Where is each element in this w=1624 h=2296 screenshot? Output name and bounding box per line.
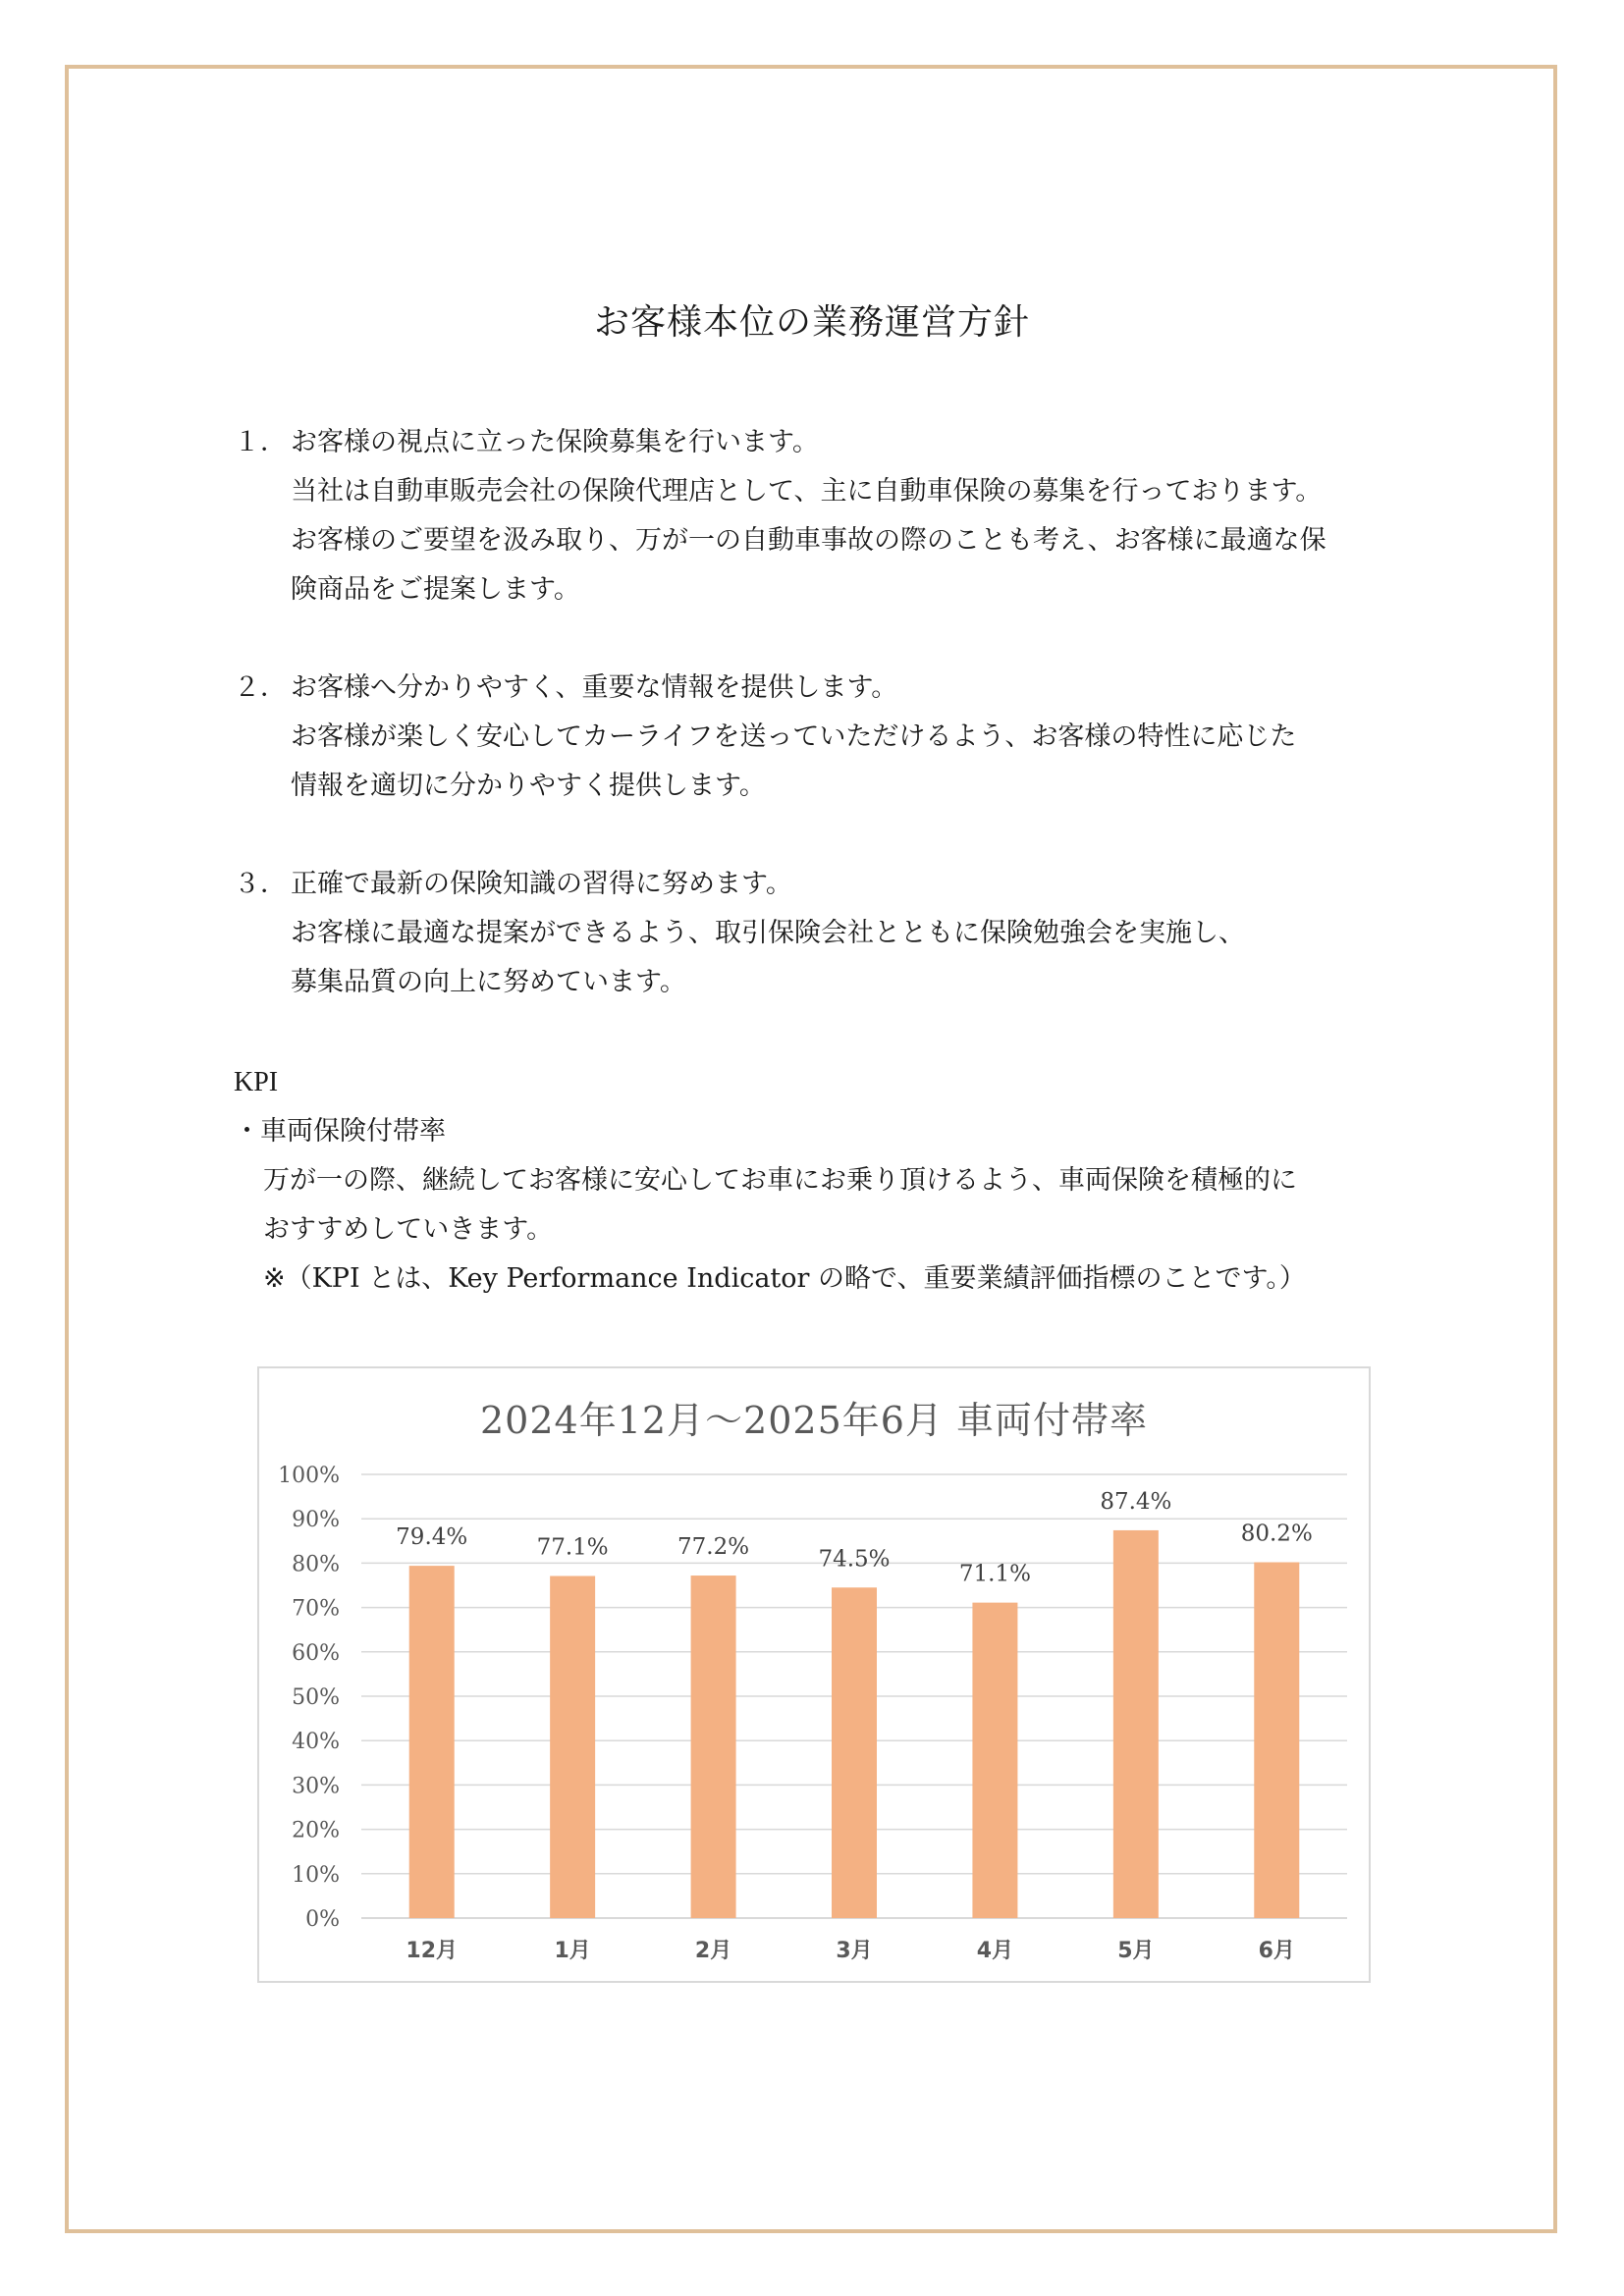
page-title: お客様本位の業務運営方針 (593, 302, 1030, 343)
y-tick-label: 70% (292, 1596, 340, 1622)
chart-plot (259, 1368, 1369, 1981)
y-tick-label: 10% (292, 1862, 340, 1888)
policy-number-3: ３． (234, 869, 287, 899)
y-tick-label: 90% (292, 1508, 340, 1533)
bar (832, 1587, 877, 1918)
data-label: 79.4% (396, 1524, 468, 1551)
policy-heading-1 (234, 418, 1412, 467)
policy-line: お客様に最適な提案ができるよう、取引保険会社とともに保険勉強会を実施し、 (291, 918, 1245, 948)
x-tick-label: 1月 (554, 1939, 591, 1963)
policy-section-3 (234, 860, 1412, 1007)
bar (1113, 1530, 1159, 1918)
y-tick-label: 40% (292, 1730, 340, 1755)
policy-section-1 (234, 418, 1412, 614)
x-tick-label: 5月 (1117, 1939, 1155, 1963)
policy-line: お客様が楽しく安心してカーライフを送っていただけるよう、お客様の特性に応じた (291, 721, 1297, 752)
chart-title: 2024年12月～2025年6月 車両付帯率 (479, 1399, 1149, 1442)
kpi-title: KPI (234, 1067, 279, 1097)
policy-line: 情報を適切に分かりやすく提供します。 (291, 771, 766, 801)
kpi-chart (257, 1366, 1371, 1983)
policy-heading-text-2: お客様へ分かりやすく、重要な情報を提供します。 (291, 672, 898, 703)
policy-number-2: ２． (234, 672, 287, 703)
kpi-note: ※（KPI とは、Key Performance Indicator の略で、重要業績評価指標のことです。） (263, 1263, 1306, 1294)
data-label: 71.1% (958, 1561, 1031, 1587)
x-tick-label: 12月 (406, 1939, 459, 1963)
y-tick-label: 60% (292, 1640, 340, 1666)
policy-section-2 (234, 664, 1412, 811)
policy-heading-2 (234, 664, 1412, 713)
y-tick-label: 20% (292, 1818, 340, 1843)
x-tick-label: 3月 (836, 1939, 873, 1963)
y-tick-label: 50% (292, 1685, 340, 1710)
policy-line: 募集品質の向上に努めています。 (291, 967, 686, 997)
y-tick-label: 80% (292, 1552, 340, 1577)
data-label: 77.2% (677, 1534, 750, 1561)
data-label: 74.5% (818, 1546, 891, 1573)
policy-heading-text-3: 正確で最新の保険知識の習得に努めます。 (291, 869, 792, 899)
policy-line: 険商品をご提案します。 (291, 574, 580, 605)
bar (409, 1566, 455, 1918)
bar (972, 1603, 1017, 1918)
bar (550, 1576, 595, 1918)
bar (691, 1575, 736, 1918)
data-label: 80.2% (1240, 1521, 1313, 1547)
policy-heading-text-1: お客様の視点に立った保険募集を行います。 (291, 427, 819, 457)
kpi-line: おすすめしていきます。 (263, 1214, 554, 1245)
data-label: 77.1% (536, 1534, 609, 1561)
kpi-section (234, 1058, 1412, 1304)
kpi-line: 万が一の際、継続してお客様に安心してお車にお乗り頂けるよう、車両保険を積極的に (263, 1165, 1297, 1196)
x-tick-label: 6月 (1258, 1939, 1295, 1963)
data-label: 87.4% (1100, 1488, 1172, 1515)
y-tick-label: 0% (305, 1907, 340, 1932)
policy-number-1: １． (234, 427, 287, 457)
policy-line: 当社は自動車販売会社の保険代理店として、主に自動車保険の募集を行っております。 (291, 476, 1323, 507)
y-tick-label: 30% (292, 1774, 340, 1799)
policy-line: お客様のご要望を汲み取り、万が一の自動車事故の際のことも考え、お客様に最適な保 (291, 525, 1326, 556)
policy-heading-3 (234, 860, 1412, 909)
bar (1254, 1562, 1299, 1918)
y-tick-label: 100% (278, 1464, 340, 1488)
x-tick-label: 4月 (976, 1939, 1014, 1963)
x-tick-label: 2月 (694, 1939, 732, 1963)
kpi-item: ・車両保険付帯率 (234, 1116, 446, 1147)
